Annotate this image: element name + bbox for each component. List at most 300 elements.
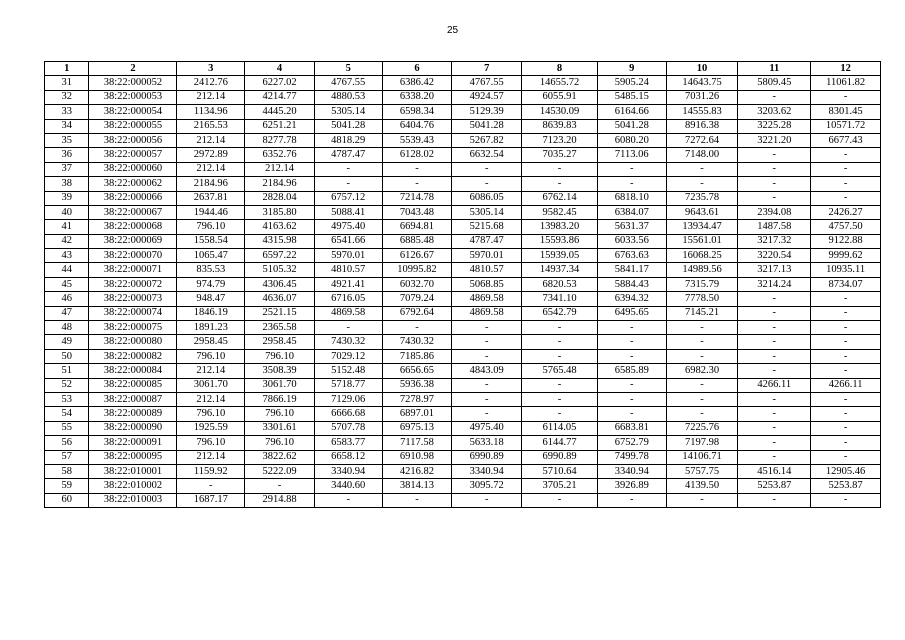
table-row	[45, 90, 881, 104]
table-cell: -	[738, 177, 811, 191]
table-cell: 4880.53	[314, 90, 382, 104]
table-cell: 11061.82	[811, 76, 881, 90]
table-cell: 5710.64	[522, 464, 598, 478]
table-cell: 1925.59	[177, 421, 245, 435]
table-cell: 6495.65	[597, 306, 666, 320]
table-cell: -	[666, 407, 738, 421]
table-cell: 5539.43	[382, 133, 452, 147]
table-cell: 10571.72	[811, 119, 881, 133]
table-cell: 6585.89	[597, 364, 666, 378]
table-row	[45, 205, 881, 219]
table-cell: 3705.21	[522, 479, 598, 493]
table-cell: 6752.79	[597, 436, 666, 450]
table-cell: 7123.20	[522, 133, 598, 147]
table-cell: 38:22:000052	[89, 76, 177, 90]
table-cell: 6598.34	[382, 105, 452, 119]
table-cell: 38:22:000085	[89, 378, 177, 392]
table-row	[45, 364, 881, 378]
table-cell: 36	[45, 148, 89, 162]
table-cell: 1065.47	[177, 249, 245, 263]
table-cell: 5905.24	[597, 76, 666, 90]
table-cell: 7278.97	[382, 392, 452, 406]
table-cell: 10935.11	[811, 263, 881, 277]
data-table	[44, 61, 881, 508]
table-cell: -	[811, 335, 881, 349]
table-cell: -	[811, 436, 881, 450]
table-cell: 5884.43	[597, 277, 666, 291]
table-row	[45, 450, 881, 464]
table-cell: 5841.17	[597, 263, 666, 277]
table-cell: 54	[45, 407, 89, 421]
table-cell: 7214.78	[382, 191, 452, 205]
table-cell: 5068.85	[452, 277, 522, 291]
table-cell: 13983.20	[522, 220, 598, 234]
table-cell: 38	[45, 177, 89, 191]
table-cell: 9122.88	[811, 234, 881, 248]
table-cell: 14989.56	[666, 263, 738, 277]
table-cell: 6032.70	[382, 277, 452, 291]
table-cell: 34	[45, 119, 89, 133]
table-cell: 3061.70	[177, 378, 245, 392]
table-row	[45, 349, 881, 363]
table-cell: -	[738, 364, 811, 378]
table-cell: 2637.81	[177, 191, 245, 205]
column-header: 6	[382, 62, 452, 76]
table-cell: 5305.14	[314, 105, 382, 119]
table-cell: -	[738, 436, 811, 450]
table-cell: -	[522, 162, 598, 176]
table-cell: -	[452, 392, 522, 406]
table-cell: 212.14	[177, 90, 245, 104]
table-cell: 5970.01	[314, 249, 382, 263]
table-cell: 38:22:000087	[89, 392, 177, 406]
table-row	[45, 321, 881, 335]
table-cell: 3217.13	[738, 263, 811, 277]
table-cell: 38:22:010003	[89, 493, 177, 507]
table-cell: 38:22:000084	[89, 364, 177, 378]
table-cell: 212.14	[245, 162, 315, 176]
table-cell: 6792.64	[382, 306, 452, 320]
table-cell: 37	[45, 162, 89, 176]
table-row	[45, 133, 881, 147]
table-cell: -	[597, 162, 666, 176]
table-cell: 46	[45, 292, 89, 306]
table-cell: 38:22:000095	[89, 450, 177, 464]
table-cell: 7113.06	[597, 148, 666, 162]
table-cell: -	[738, 148, 811, 162]
table-cell: 5936.38	[382, 378, 452, 392]
table-cell: -	[382, 493, 452, 507]
table-row	[45, 162, 881, 176]
table-cell: 38:22:000075	[89, 321, 177, 335]
table-cell: 1134.96	[177, 105, 245, 119]
table-cell: 5267.82	[452, 133, 522, 147]
table-cell: 52	[45, 378, 89, 392]
table-cell: 4139.50	[666, 479, 738, 493]
table-cell: 6990.89	[452, 450, 522, 464]
table-cell: -	[522, 177, 598, 191]
table-cell: 38:22:000069	[89, 234, 177, 248]
table-cell: -	[811, 191, 881, 205]
table-cell: 14655.72	[522, 76, 598, 90]
table-cell: 4445.20	[245, 105, 315, 119]
column-header: 7	[452, 62, 522, 76]
table-row	[45, 220, 881, 234]
table-cell: 7079.24	[382, 292, 452, 306]
table-cell: -	[314, 493, 382, 507]
table-cell: 49	[45, 335, 89, 349]
table-cell: 14530.09	[522, 105, 598, 119]
table-cell: 6982.30	[666, 364, 738, 378]
table-cell: 835.53	[177, 263, 245, 277]
table-cell: 8916.38	[666, 119, 738, 133]
table-cell: 38:22:000071	[89, 263, 177, 277]
table-cell: 38:22:000067	[89, 205, 177, 219]
table-cell: 5105.32	[245, 263, 315, 277]
table-cell: 4869.58	[452, 292, 522, 306]
table-cell: 56	[45, 436, 89, 450]
table-cell: -	[177, 479, 245, 493]
table-cell: 3185.80	[245, 205, 315, 219]
table-row	[45, 177, 881, 191]
table-cell: -	[522, 407, 598, 421]
table-cell: -	[811, 364, 881, 378]
table-cell: 948.47	[177, 292, 245, 306]
table-row	[45, 392, 881, 406]
table-cell: -	[738, 407, 811, 421]
table-cell: -	[452, 177, 522, 191]
table-cell: 32	[45, 90, 89, 104]
table-cell: -	[382, 321, 452, 335]
table-cell: -	[666, 493, 738, 507]
table-cell: 5707.78	[314, 421, 382, 435]
table-cell: 4869.58	[452, 306, 522, 320]
table-cell: -	[738, 191, 811, 205]
table-row	[45, 292, 881, 306]
table-row	[45, 76, 881, 90]
table-cell: 2521.15	[245, 306, 315, 320]
table-cell: -	[811, 292, 881, 306]
table-cell: 212.14	[177, 392, 245, 406]
table-cell: 4636.07	[245, 292, 315, 306]
table-header-row	[45, 62, 881, 76]
table-cell: 6086.05	[452, 191, 522, 205]
table-cell: 1891.23	[177, 321, 245, 335]
table-cell: 5041.28	[452, 119, 522, 133]
table-cell: 6055.91	[522, 90, 598, 104]
table-cell: 3225.28	[738, 119, 811, 133]
table-cell: 3822.62	[245, 450, 315, 464]
table-cell: 5757.75	[666, 464, 738, 478]
table-cell: -	[522, 349, 598, 363]
table-cell: 58	[45, 464, 89, 478]
table-cell: 8277.78	[245, 133, 315, 147]
column-header: 11	[738, 62, 811, 76]
table-cell: 1687.17	[177, 493, 245, 507]
table-cell: 7235.78	[666, 191, 738, 205]
table-cell: -	[314, 321, 382, 335]
table-cell: -	[452, 321, 522, 335]
table-cell: 7035.27	[522, 148, 598, 162]
table-cell: 1944.46	[177, 205, 245, 219]
table-cell: 5485.15	[597, 90, 666, 104]
table-cell: 4810.57	[314, 263, 382, 277]
table-cell: 5152.48	[314, 364, 382, 378]
table-cell: 15593.86	[522, 234, 598, 248]
table-cell: 7341.10	[522, 292, 598, 306]
table-cell: 3814.13	[382, 479, 452, 493]
table-cell: 796.10	[177, 220, 245, 234]
table-cell: 6384.07	[597, 205, 666, 219]
table-cell: 1846.19	[177, 306, 245, 320]
table-cell: 50	[45, 349, 89, 363]
table-cell: 38:22:000062	[89, 177, 177, 191]
table-cell: -	[738, 392, 811, 406]
table-cell: 59	[45, 479, 89, 493]
table-cell: 6583.77	[314, 436, 382, 450]
table-cell: 38:22:000090	[89, 421, 177, 435]
table-row	[45, 464, 881, 478]
table-cell: 4975.40	[314, 220, 382, 234]
table-cell: 6541.66	[314, 234, 382, 248]
table-cell: 7272.64	[666, 133, 738, 147]
table-cell: -	[738, 162, 811, 176]
table-cell: 6227.02	[245, 76, 315, 90]
table-cell: 6990.89	[522, 450, 598, 464]
table-cell: 6128.02	[382, 148, 452, 162]
table-cell: 7225.76	[666, 421, 738, 435]
table-cell: 38:22:000060	[89, 162, 177, 176]
table-row	[45, 234, 881, 248]
table-cell: 42	[45, 234, 89, 248]
table-cell: 4818.29	[314, 133, 382, 147]
table-cell: 14937.34	[522, 263, 598, 277]
table-cell: 53	[45, 392, 89, 406]
table-cell: -	[597, 378, 666, 392]
table-cell: 4315.98	[245, 234, 315, 248]
table-cell: 51	[45, 364, 89, 378]
table-cell: 3220.54	[738, 249, 811, 263]
table-cell: 5809.45	[738, 76, 811, 90]
table-cell: 3340.94	[314, 464, 382, 478]
table-cell: 4767.55	[314, 76, 382, 90]
table-cell: 57	[45, 450, 89, 464]
table-cell: 2184.96	[177, 177, 245, 191]
table-cell: 6597.22	[245, 249, 315, 263]
table-cell: -	[811, 90, 881, 104]
table-cell: 4214.77	[245, 90, 315, 104]
table-cell: 5765.48	[522, 364, 598, 378]
table-cell: 38:22:000054	[89, 105, 177, 119]
table-cell: 2426.27	[811, 205, 881, 219]
table-cell: -	[522, 321, 598, 335]
table-cell: 35	[45, 133, 89, 147]
table-cell: 10995.82	[382, 263, 452, 277]
table-cell: 6818.10	[597, 191, 666, 205]
table-row	[45, 493, 881, 507]
table-cell: -	[811, 421, 881, 435]
table-cell: 39	[45, 191, 89, 205]
table-cell: 4757.50	[811, 220, 881, 234]
table-cell: 40	[45, 205, 89, 219]
table-cell: 4975.40	[452, 421, 522, 435]
table-cell: -	[738, 335, 811, 349]
table-cell: 1558.54	[177, 234, 245, 248]
table-cell: 5631.37	[597, 220, 666, 234]
table-cell: 7148.00	[666, 148, 738, 162]
table-cell: 16068.25	[666, 249, 738, 263]
table-cell: 38:22:000056	[89, 133, 177, 147]
table-cell: 4787.47	[452, 234, 522, 248]
table-cell: 7117.58	[382, 436, 452, 450]
table-cell: 1159.92	[177, 464, 245, 478]
table-cell: 2184.96	[245, 177, 315, 191]
table-cell: 5305.14	[452, 205, 522, 219]
table-cell: 4843.09	[452, 364, 522, 378]
table-cell: 7866.19	[245, 392, 315, 406]
table-cell: -	[382, 177, 452, 191]
table-cell: -	[738, 421, 811, 435]
table-cell: 4787.47	[314, 148, 382, 162]
table-cell: 5129.39	[452, 105, 522, 119]
table-cell: -	[811, 306, 881, 320]
table-cell: 5970.01	[452, 249, 522, 263]
table-cell: 45	[45, 277, 89, 291]
table-cell: -	[666, 162, 738, 176]
table-cell: -	[452, 349, 522, 363]
table-cell: -	[811, 349, 881, 363]
table-cell: 5222.09	[245, 464, 315, 478]
table-cell: 5088.41	[314, 205, 382, 219]
table-cell: 5215.68	[452, 220, 522, 234]
table-cell: 38:22:000080	[89, 335, 177, 349]
table-cell: 6386.42	[382, 76, 452, 90]
table-cell: 38:22:000074	[89, 306, 177, 320]
table-row	[45, 335, 881, 349]
table-cell: 6126.67	[382, 249, 452, 263]
table-cell: 4216.82	[382, 464, 452, 478]
table-cell: 212.14	[177, 162, 245, 176]
table-cell: 2828.04	[245, 191, 315, 205]
table-cell: 3203.62	[738, 105, 811, 119]
table-cell: 38:22:000089	[89, 407, 177, 421]
table-cell: -	[666, 349, 738, 363]
table-cell: 9999.62	[811, 249, 881, 263]
table-cell: 38:22:010002	[89, 479, 177, 493]
table-cell: 7197.98	[666, 436, 738, 450]
table-cell: 1487.58	[738, 220, 811, 234]
table-cell: 3095.72	[452, 479, 522, 493]
table-cell: 6820.53	[522, 277, 598, 291]
table-cell: -	[666, 392, 738, 406]
table-cell: -	[597, 392, 666, 406]
table-cell: 4921.41	[314, 277, 382, 291]
table-cell: 7185.86	[382, 349, 452, 363]
table-cell: 5718.77	[314, 378, 382, 392]
table-cell: 6683.81	[597, 421, 666, 435]
table-cell: 38:22:000066	[89, 191, 177, 205]
table-row	[45, 407, 881, 421]
table-cell: 14643.75	[666, 76, 738, 90]
table-cell: 2394.08	[738, 205, 811, 219]
table-row	[45, 479, 881, 493]
table-cell: 4306.45	[245, 277, 315, 291]
table-cell: 5253.87	[811, 479, 881, 493]
table-cell: 8301.45	[811, 105, 881, 119]
table-cell: 38:22:000091	[89, 436, 177, 450]
table-cell: 7430.32	[314, 335, 382, 349]
table-cell: 6716.05	[314, 292, 382, 306]
table-cell: 8639.83	[522, 119, 598, 133]
table-cell: 5633.18	[452, 436, 522, 450]
table-cell: 14106.71	[666, 450, 738, 464]
table-cell: 212.14	[177, 364, 245, 378]
table-cell: 3301.61	[245, 421, 315, 435]
column-header: 12	[811, 62, 881, 76]
table-cell: 7315.79	[666, 277, 738, 291]
table-cell: 7778.50	[666, 292, 738, 306]
table-cell: 6762.14	[522, 191, 598, 205]
table-cell: 7031.26	[666, 90, 738, 104]
table-cell: -	[811, 493, 881, 507]
table-cell: 6251.21	[245, 119, 315, 133]
table-cell: 796.10	[245, 436, 315, 450]
table-row	[45, 105, 881, 119]
table-cell: 5041.28	[597, 119, 666, 133]
table-cell: 212.14	[177, 450, 245, 464]
table-cell: -	[811, 321, 881, 335]
table-cell: 4810.57	[452, 263, 522, 277]
table-cell: 3440.60	[314, 479, 382, 493]
table-cell: 12905.46	[811, 464, 881, 478]
table-cell: 38:22:000055	[89, 119, 177, 133]
table-cell: 14555.83	[666, 105, 738, 119]
column-header: 1	[45, 62, 89, 76]
table-body	[45, 76, 881, 508]
table-cell: 3221.20	[738, 133, 811, 147]
table-cell: 6352.76	[245, 148, 315, 162]
table-cell: 974.79	[177, 277, 245, 291]
table-cell: -	[452, 335, 522, 349]
table-cell: 15561.01	[666, 234, 738, 248]
table-cell: 38:22:000070	[89, 249, 177, 263]
column-header: 5	[314, 62, 382, 76]
table-cell: 6694.81	[382, 220, 452, 234]
table-cell: 4266.11	[811, 378, 881, 392]
table-cell: 38:22:000053	[89, 90, 177, 104]
table-cell: 43	[45, 249, 89, 263]
table-cell: -	[597, 407, 666, 421]
table-cell: 6656.65	[382, 364, 452, 378]
table-cell: 15939.05	[522, 249, 598, 263]
table-cell: 796.10	[245, 407, 315, 421]
table-cell: 796.10	[245, 349, 315, 363]
table-cell: -	[738, 450, 811, 464]
table-cell: 3926.89	[597, 479, 666, 493]
table-cell: 6975.13	[382, 421, 452, 435]
table-cell: -	[314, 162, 382, 176]
table-cell: -	[811, 177, 881, 191]
table-cell: 41	[45, 220, 89, 234]
table-row	[45, 191, 881, 205]
table-cell: 3214.24	[738, 277, 811, 291]
table-cell: -	[522, 378, 598, 392]
table-cell: -	[597, 335, 666, 349]
table-cell: 2365.58	[245, 321, 315, 335]
column-header: 2	[89, 62, 177, 76]
table-cell: -	[811, 450, 881, 464]
table-cell: 2958.45	[245, 335, 315, 349]
